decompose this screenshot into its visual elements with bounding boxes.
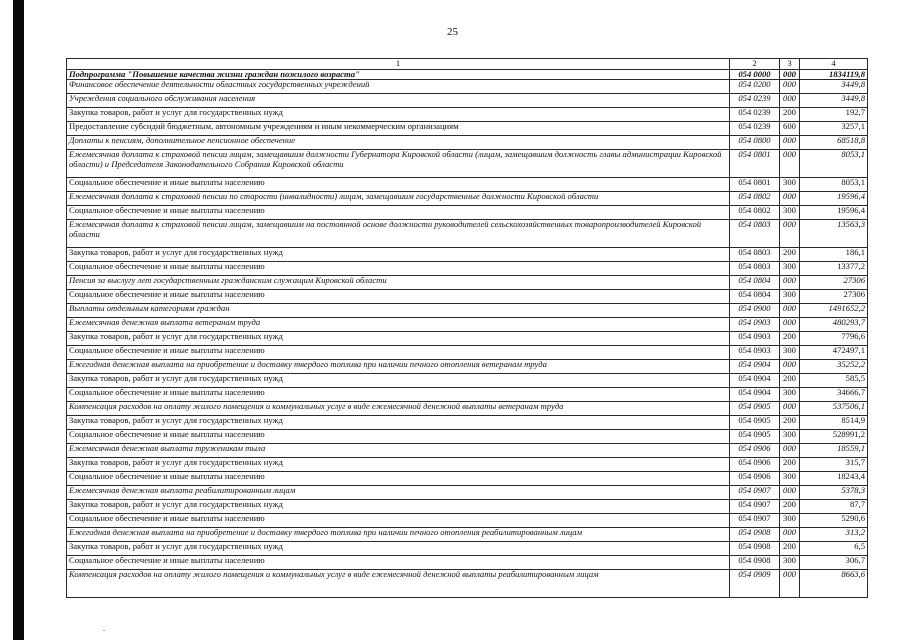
- row-csr-cell: 054 0802: [730, 192, 780, 206]
- row-vr-cell: 200: [780, 416, 800, 430]
- scan-speck: .: [103, 624, 105, 633]
- row-vr-cell: 000: [780, 192, 800, 206]
- row-name-cell: Социальное обеспечение и иные выплаты населению: [67, 556, 730, 570]
- row-csr-cell: 054 0239: [730, 108, 780, 122]
- row-csr-cell: 054 0803: [730, 262, 780, 276]
- row-csr-cell: 054 0803: [730, 248, 780, 262]
- table-row: [67, 206, 868, 220]
- row-csr-cell: 054 0804: [730, 276, 780, 290]
- table-row: [67, 248, 868, 262]
- row-csr-cell: 054 0804: [730, 290, 780, 304]
- row-vr-cell: 000: [780, 318, 800, 332]
- row-sum-cell: 6,5: [800, 542, 868, 556]
- row-csr-cell: 054 0900: [730, 304, 780, 318]
- row-name-cell: Закупка товаров, работ и услуг для государственных нужд: [67, 332, 730, 346]
- scan-edge-bar: [13, 0, 24, 640]
- row-name-cell: Социальное обеспечение и иные выплаты населению: [67, 290, 730, 304]
- row-csr-cell: 054 0905: [730, 430, 780, 444]
- row-vr-cell: 000: [780, 69, 800, 80]
- row-csr-cell: 054 0908: [730, 528, 780, 542]
- row-sum-cell: 8053,1: [800, 150, 868, 178]
- table-row: [67, 178, 868, 192]
- row-vr-cell: 600: [780, 122, 800, 136]
- row-sum-cell: 315,7: [800, 458, 868, 472]
- row-sum-cell: 18559,1: [800, 444, 868, 458]
- table-row: [67, 69, 868, 80]
- budget-table-body: [67, 59, 868, 598]
- header-col-4: 4: [800, 59, 868, 70]
- row-name-cell: Закупка товаров, работ и услуг для государственных нужд: [67, 248, 730, 262]
- row-sum-cell: 3257,1: [800, 122, 868, 136]
- row-vr-cell: 000: [780, 444, 800, 458]
- row-name-cell: Ежегодная денежная выплата на приобретение и доставку твердого топлива при наличии печного отопления ветеранам труда: [67, 360, 730, 374]
- row-vr-cell: 200: [780, 108, 800, 122]
- row-csr-cell: 054 0904: [730, 360, 780, 374]
- row-sum-cell: 1491652,2: [800, 304, 868, 318]
- row-sum-cell: 18243,4: [800, 472, 868, 486]
- budget-table: [66, 58, 868, 598]
- row-sum-cell: 306,7: [800, 556, 868, 570]
- table-row: [67, 80, 868, 94]
- row-name-cell: Финансовое обеспечение деятельности областных государственных учреждений: [67, 80, 730, 94]
- row-vr-cell: 000: [780, 80, 800, 94]
- row-vr-cell: 000: [780, 402, 800, 416]
- row-csr-cell: 054 0903: [730, 346, 780, 360]
- table-row: [67, 556, 868, 570]
- table-row: [67, 94, 868, 108]
- row-vr-cell: 300: [780, 262, 800, 276]
- row-csr-cell: 054 0906: [730, 458, 780, 472]
- row-vr-cell: 000: [780, 570, 800, 598]
- row-sum-cell: 8514,9: [800, 416, 868, 430]
- row-vr-cell: 000: [780, 136, 800, 150]
- row-name-cell: Компенсация расходов на оплату жилого помещения и коммунальных услуг в виде ежемесячной денежной выплаты ветеранам труда: [67, 402, 730, 416]
- table-row: [67, 304, 868, 318]
- table-row: [67, 108, 868, 122]
- row-sum-cell: 13377,2: [800, 262, 868, 276]
- row-name-cell: Ежемесячная доплата к страховой пенсии лицам, замещавшим на постоянной основе должности руководителей сельскохозяйственных товаропроизводителей Кировской области: [67, 220, 730, 248]
- row-vr-cell: 000: [780, 94, 800, 108]
- row-vr-cell: 300: [780, 556, 800, 570]
- row-csr-cell: 054 0903: [730, 318, 780, 332]
- row-name-cell: Социальное обеспечение и иные выплаты населению: [67, 206, 730, 220]
- row-vr-cell: 200: [780, 248, 800, 262]
- row-vr-cell: 300: [780, 430, 800, 444]
- row-sum-cell: 585,5: [800, 374, 868, 388]
- row-vr-cell: 000: [780, 304, 800, 318]
- row-sum-cell: 8053,1: [800, 178, 868, 192]
- table-row: [67, 542, 868, 556]
- table-row: [67, 360, 868, 374]
- row-name-cell: Закупка товаров, работ и услуг для государственных нужд: [67, 416, 730, 430]
- row-csr-cell: 054 0239: [730, 122, 780, 136]
- row-vr-cell: 200: [780, 374, 800, 388]
- table-row: [67, 528, 868, 542]
- row-csr-cell: 054 0200: [730, 80, 780, 94]
- row-csr-cell: 054 0800: [730, 136, 780, 150]
- table-row: [67, 318, 868, 332]
- row-csr-cell: 054 0905: [730, 402, 780, 416]
- row-csr-cell: 054 0803: [730, 220, 780, 248]
- row-vr-cell: 000: [780, 486, 800, 500]
- row-sum-cell: 68518,8: [800, 136, 868, 150]
- page-number: 25: [447, 26, 458, 38]
- row-csr-cell: 054 0908: [730, 542, 780, 556]
- row-sum-cell: 472497,1: [800, 346, 868, 360]
- row-csr-cell: 054 0907: [730, 486, 780, 500]
- table-row: [67, 192, 868, 206]
- row-vr-cell: 300: [780, 514, 800, 528]
- row-sum-cell: 5290,6: [800, 514, 868, 528]
- row-csr-cell: 054 0905: [730, 416, 780, 430]
- row-sum-cell: 3449,8: [800, 94, 868, 108]
- row-name-cell: Социальное обеспечение и иные выплаты населению: [67, 262, 730, 276]
- row-name-cell: Социальное обеспечение и иные выплаты населению: [67, 178, 730, 192]
- row-csr-cell: 054 0801: [730, 150, 780, 178]
- table-row: [67, 388, 868, 402]
- row-sum-cell: 1834119,8: [800, 69, 868, 80]
- row-vr-cell: 300: [780, 346, 800, 360]
- row-name-cell: Закупка товаров, работ и услуг для государственных нужд: [67, 500, 730, 514]
- row-csr-cell: 054 0907: [730, 514, 780, 528]
- row-csr-cell: 054 0904: [730, 374, 780, 388]
- row-csr-cell: 054 0239: [730, 94, 780, 108]
- table-row: [67, 332, 868, 346]
- row-csr-cell: 054 0906: [730, 472, 780, 486]
- table-row: [67, 570, 868, 598]
- table-row: [67, 262, 868, 276]
- row-csr-cell: 054 0909: [730, 570, 780, 598]
- row-vr-cell: 300: [780, 206, 800, 220]
- row-vr-cell: 000: [780, 276, 800, 290]
- row-name-cell: Ежемесячная денежная выплата труженикам тыла: [67, 444, 730, 458]
- row-sum-cell: 27306: [800, 290, 868, 304]
- row-csr-cell: 054 0907: [730, 500, 780, 514]
- table-row: [67, 150, 868, 178]
- row-sum-cell: 528991,2: [800, 430, 868, 444]
- table-row: [67, 402, 868, 416]
- row-name-cell: Закупка товаров, работ и услуг для государственных нужд: [67, 374, 730, 388]
- row-sum-cell: 13563,3: [800, 220, 868, 248]
- row-name-cell: Пенсия за выслугу лет государственным гражданским служащим Кировской области: [67, 276, 730, 290]
- row-name-cell: Ежемесячная денежная выплата ветеранам труда: [67, 318, 730, 332]
- table-row: [67, 136, 868, 150]
- table-row: [67, 444, 868, 458]
- row-vr-cell: 300: [780, 290, 800, 304]
- row-sum-cell: 27306: [800, 276, 868, 290]
- row-name-cell: Ежемесячная денежная выплата реабилитированным лицам: [67, 486, 730, 500]
- row-vr-cell: 300: [780, 178, 800, 192]
- row-csr-cell: 054 0802: [730, 206, 780, 220]
- row-vr-cell: 300: [780, 388, 800, 402]
- row-vr-cell: 300: [780, 472, 800, 486]
- table-row: [67, 458, 868, 472]
- table-row: [67, 430, 868, 444]
- row-csr-cell: 054 0906: [730, 444, 780, 458]
- table-row: [67, 416, 868, 430]
- row-vr-cell: 200: [780, 500, 800, 514]
- row-sum-cell: 537506,1: [800, 402, 868, 416]
- row-name-cell: Предоставление субсидий бюджетным, автономным учреждениям и иным некоммерческим организациям: [67, 122, 730, 136]
- row-sum-cell: 192,7: [800, 108, 868, 122]
- row-vr-cell: 000: [780, 360, 800, 374]
- table-row: [67, 500, 868, 514]
- row-vr-cell: 200: [780, 458, 800, 472]
- row-sum-cell: 34666,7: [800, 388, 868, 402]
- table-row: [67, 290, 868, 304]
- row-sum-cell: 87,7: [800, 500, 868, 514]
- row-sum-cell: 480293,7: [800, 318, 868, 332]
- row-sum-cell: 35252,2: [800, 360, 868, 374]
- table-row: [67, 276, 868, 290]
- row-name-cell: Социальное обеспечение и иные выплаты населению: [67, 514, 730, 528]
- row-name-cell: Закупка товаров, работ и услуг для государственных нужд: [67, 458, 730, 472]
- row-csr-cell: 054 0903: [730, 332, 780, 346]
- header-col-2: 2: [730, 59, 780, 70]
- row-name-cell: Ежемесячная доплата к страховой пенсии лицам, замещавшим должности Губернатора Кировской области (лицам, замещавшим должность главы администрации Кировской области) и Председателя Законодательного Собрания Кировской области: [67, 150, 730, 178]
- row-name-cell: Доплаты к пенсиям, дополнительное пенсионное обеспечение: [67, 136, 730, 150]
- table-row: [67, 374, 868, 388]
- row-sum-cell: 313,2: [800, 528, 868, 542]
- row-name-cell: Учреждения социального обслуживания населения: [67, 94, 730, 108]
- row-vr-cell: 000: [780, 528, 800, 542]
- table-row: [67, 346, 868, 360]
- row-name-cell: Подпрограмма "Повышение качества жизни граждан пожилого возраста": [67, 69, 730, 80]
- row-sum-cell: 19596,4: [800, 192, 868, 206]
- row-vr-cell: 200: [780, 542, 800, 556]
- row-name-cell: Ежегодная денежная выплата на приобретение и доставку твердого топлива при наличии печного отопления реабилитированным лицам: [67, 528, 730, 542]
- header-col-3: 3: [780, 59, 800, 70]
- row-name-cell: Закупка товаров, работ и услуг для государственных нужд: [67, 108, 730, 122]
- row-name-cell: Компенсация расходов на оплату жилого помещения и коммунальных услуг в виде ежемесячной денежной выплаты реабилитированным лицам: [67, 570, 730, 598]
- table-row: [67, 220, 868, 248]
- row-sum-cell: 8663,6: [800, 570, 868, 598]
- row-name-cell: Социальное обеспечение и иные выплаты населению: [67, 472, 730, 486]
- row-sum-cell: 3449,8: [800, 80, 868, 94]
- row-name-cell: Ежемесячная доплата к страховой пенсии по старости (инвалидности) лицам, замещавшим государственные должности Кировской области: [67, 192, 730, 206]
- row-vr-cell: 000: [780, 220, 800, 248]
- header-col-1: 1: [67, 59, 730, 70]
- row-name-cell: Социальное обеспечение и иные выплаты населению: [67, 346, 730, 360]
- table-row: [67, 486, 868, 500]
- table-row: [67, 122, 868, 136]
- row-csr-cell: 054 0904: [730, 388, 780, 402]
- table-row: [67, 514, 868, 528]
- row-name-cell: Социальное обеспечение и иные выплаты населению: [67, 430, 730, 444]
- row-name-cell: Закупка товаров, работ и услуг для государственных нужд: [67, 542, 730, 556]
- row-sum-cell: 5378,3: [800, 486, 868, 500]
- row-csr-cell: 054 0801: [730, 178, 780, 192]
- row-csr-cell: 054 0000: [730, 69, 780, 80]
- table-header-row: [67, 59, 868, 70]
- row-vr-cell: 200: [780, 332, 800, 346]
- row-csr-cell: 054 0908: [730, 556, 780, 570]
- row-vr-cell: 000: [780, 150, 800, 178]
- row-name-cell: Социальное обеспечение и иные выплаты населению: [67, 388, 730, 402]
- row-name-cell: Выплаты отдельным категориям граждан: [67, 304, 730, 318]
- row-sum-cell: 186,1: [800, 248, 868, 262]
- row-sum-cell: 19596,4: [800, 206, 868, 220]
- table-row: [67, 472, 868, 486]
- row-sum-cell: 7796,6: [800, 332, 868, 346]
